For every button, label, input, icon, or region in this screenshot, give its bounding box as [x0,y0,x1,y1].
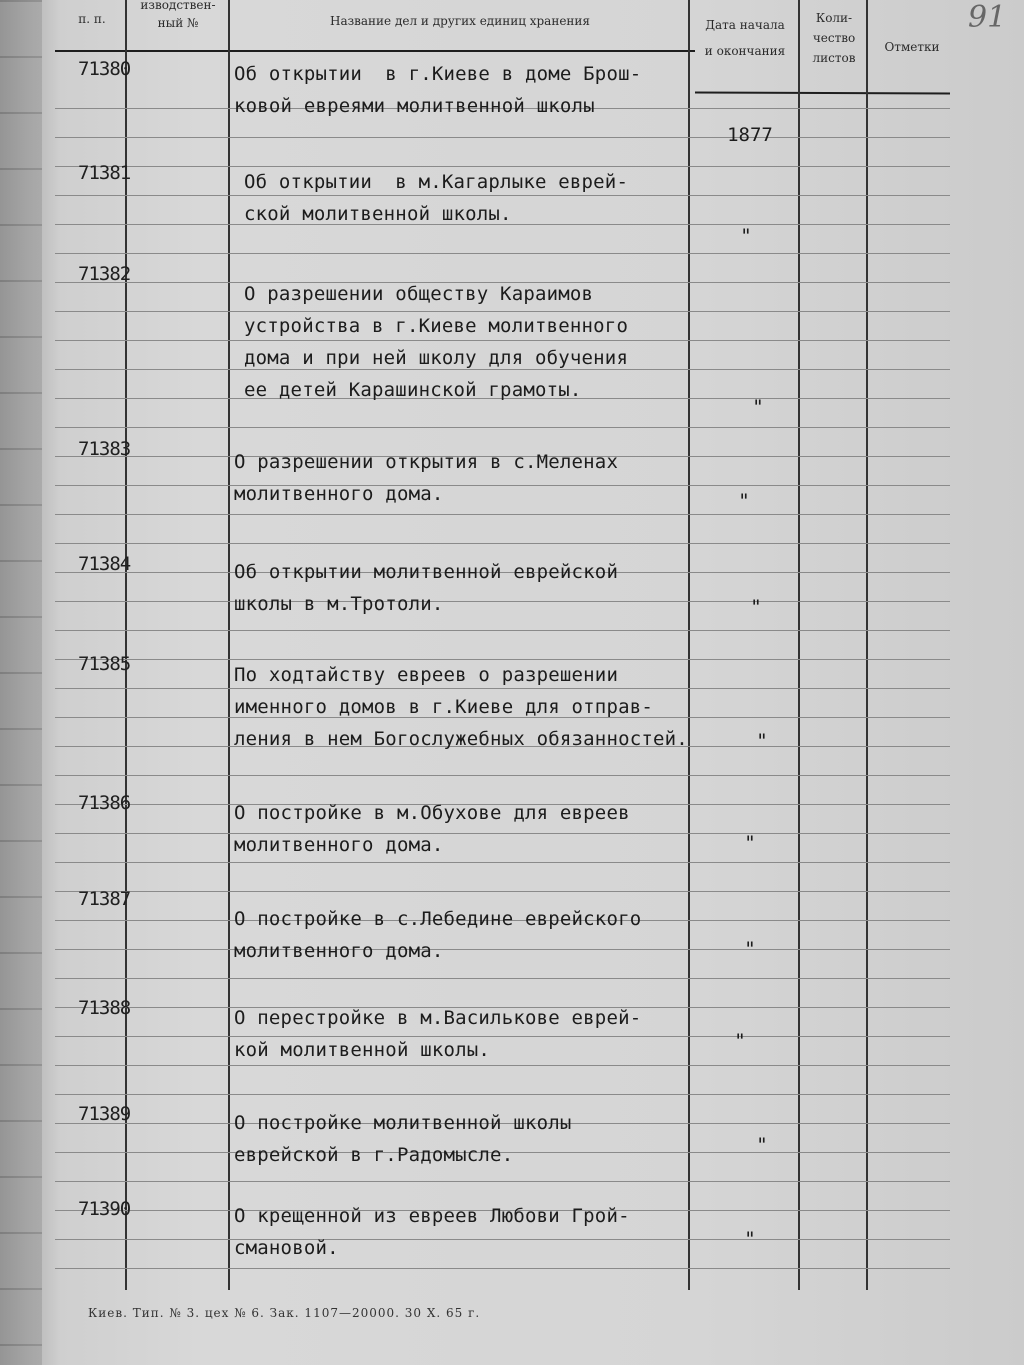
record-number: 71386 [78,792,131,814]
ruled-line [55,891,950,892]
record-title: Об открытии в г.Киеве в доме Брош- ковой евреями молитвенной школы [234,63,642,117]
header-col-title: Название дел и других единиц хранения [329,14,590,28]
record-number: 71385 [78,653,131,675]
record-date: " [756,1134,768,1156]
record-title: О перестройке в м.Василькове еврей- кой молитвенной школы. [234,1007,642,1061]
header-col-count: Коли- чество листов [812,11,856,65]
record-date: " [744,938,756,960]
header-rule-right [695,92,950,95]
record-number: 71382 [78,263,131,285]
record-title: О постройке в м.Обухове для евреев молитвенного дома. [234,802,630,856]
record-date: " [750,596,762,618]
ruled-line [55,427,950,428]
record-title: Об открытии в м.Кагарлыке еврей- ской молитвенной школы. [244,171,629,225]
record-date: " [756,730,768,752]
record-title: Об открытии молитвенной еврейской школы в м.Тротоли. [234,561,619,615]
column-divider [866,0,868,1290]
ruled-line [55,630,950,631]
column-divider [228,0,230,1290]
ruled-line [55,978,950,979]
binding-edge [0,0,42,1365]
record-date: " [744,832,756,854]
column-divider [125,0,127,1290]
record-title: О постройке в с.Лебедине еврейского молитвенного дома. [234,908,642,962]
record-date: " [744,1228,756,1250]
ruled-line [55,543,950,544]
record-title: О разрешении открытия в с.Меленах молитвенного дома. [234,451,619,505]
record-number: 71387 [78,888,131,910]
header-col-prod: изводствен- ный № [140,0,216,30]
print-footer: Киев. Тип. № 3. цех № 6. Зак. 1107—20000. 30 X. 65 г. [88,1306,481,1320]
record-number: 71389 [78,1103,131,1125]
header-col-notes: Отметки [884,40,940,54]
record-number: 71388 [78,997,131,1019]
column-divider [798,0,800,1290]
record-date: " [752,396,764,418]
record-date: " [740,225,752,247]
ruled-line [55,253,950,254]
header-rule [55,50,695,52]
ruled-line [55,1094,950,1095]
record-number: 71380 [78,58,131,80]
ruled-line [55,1181,950,1182]
record-date: " [738,490,750,512]
ruled-line [55,775,950,776]
ruled-line [55,862,950,863]
record-date: 1877 [727,124,773,146]
record-date: " [734,1030,746,1052]
record-number: 71383 [78,438,131,460]
record-title: О крещенной из евреев Любови Грой- смановой. [234,1205,630,1259]
sheet-number: 91 [968,0,1007,35]
header-col-num: п. п. [78,12,106,26]
record-number: 71381 [78,162,131,184]
ruled-line [55,1268,950,1269]
ruled-line [55,137,950,138]
record-title: По ходтайству евреев о разрешении именного домов в г.Киеве для отправ- ления в нем Богослужебных обязанностей. [234,664,688,750]
header-col-dates: Дата начала и окончания [704,18,786,58]
record-number: 71384 [78,553,131,575]
record-title: О постройке молитвенной школы еврейской в г.Радомысле. [234,1112,572,1166]
ruled-line [55,514,950,515]
record-number: 71390 [78,1198,131,1220]
record-title: О разрешении обществу Караимов устройства в г.Киеве молитвенного дома и при ней школу для обучения ее детей Карашинской грамоты. [244,283,629,401]
